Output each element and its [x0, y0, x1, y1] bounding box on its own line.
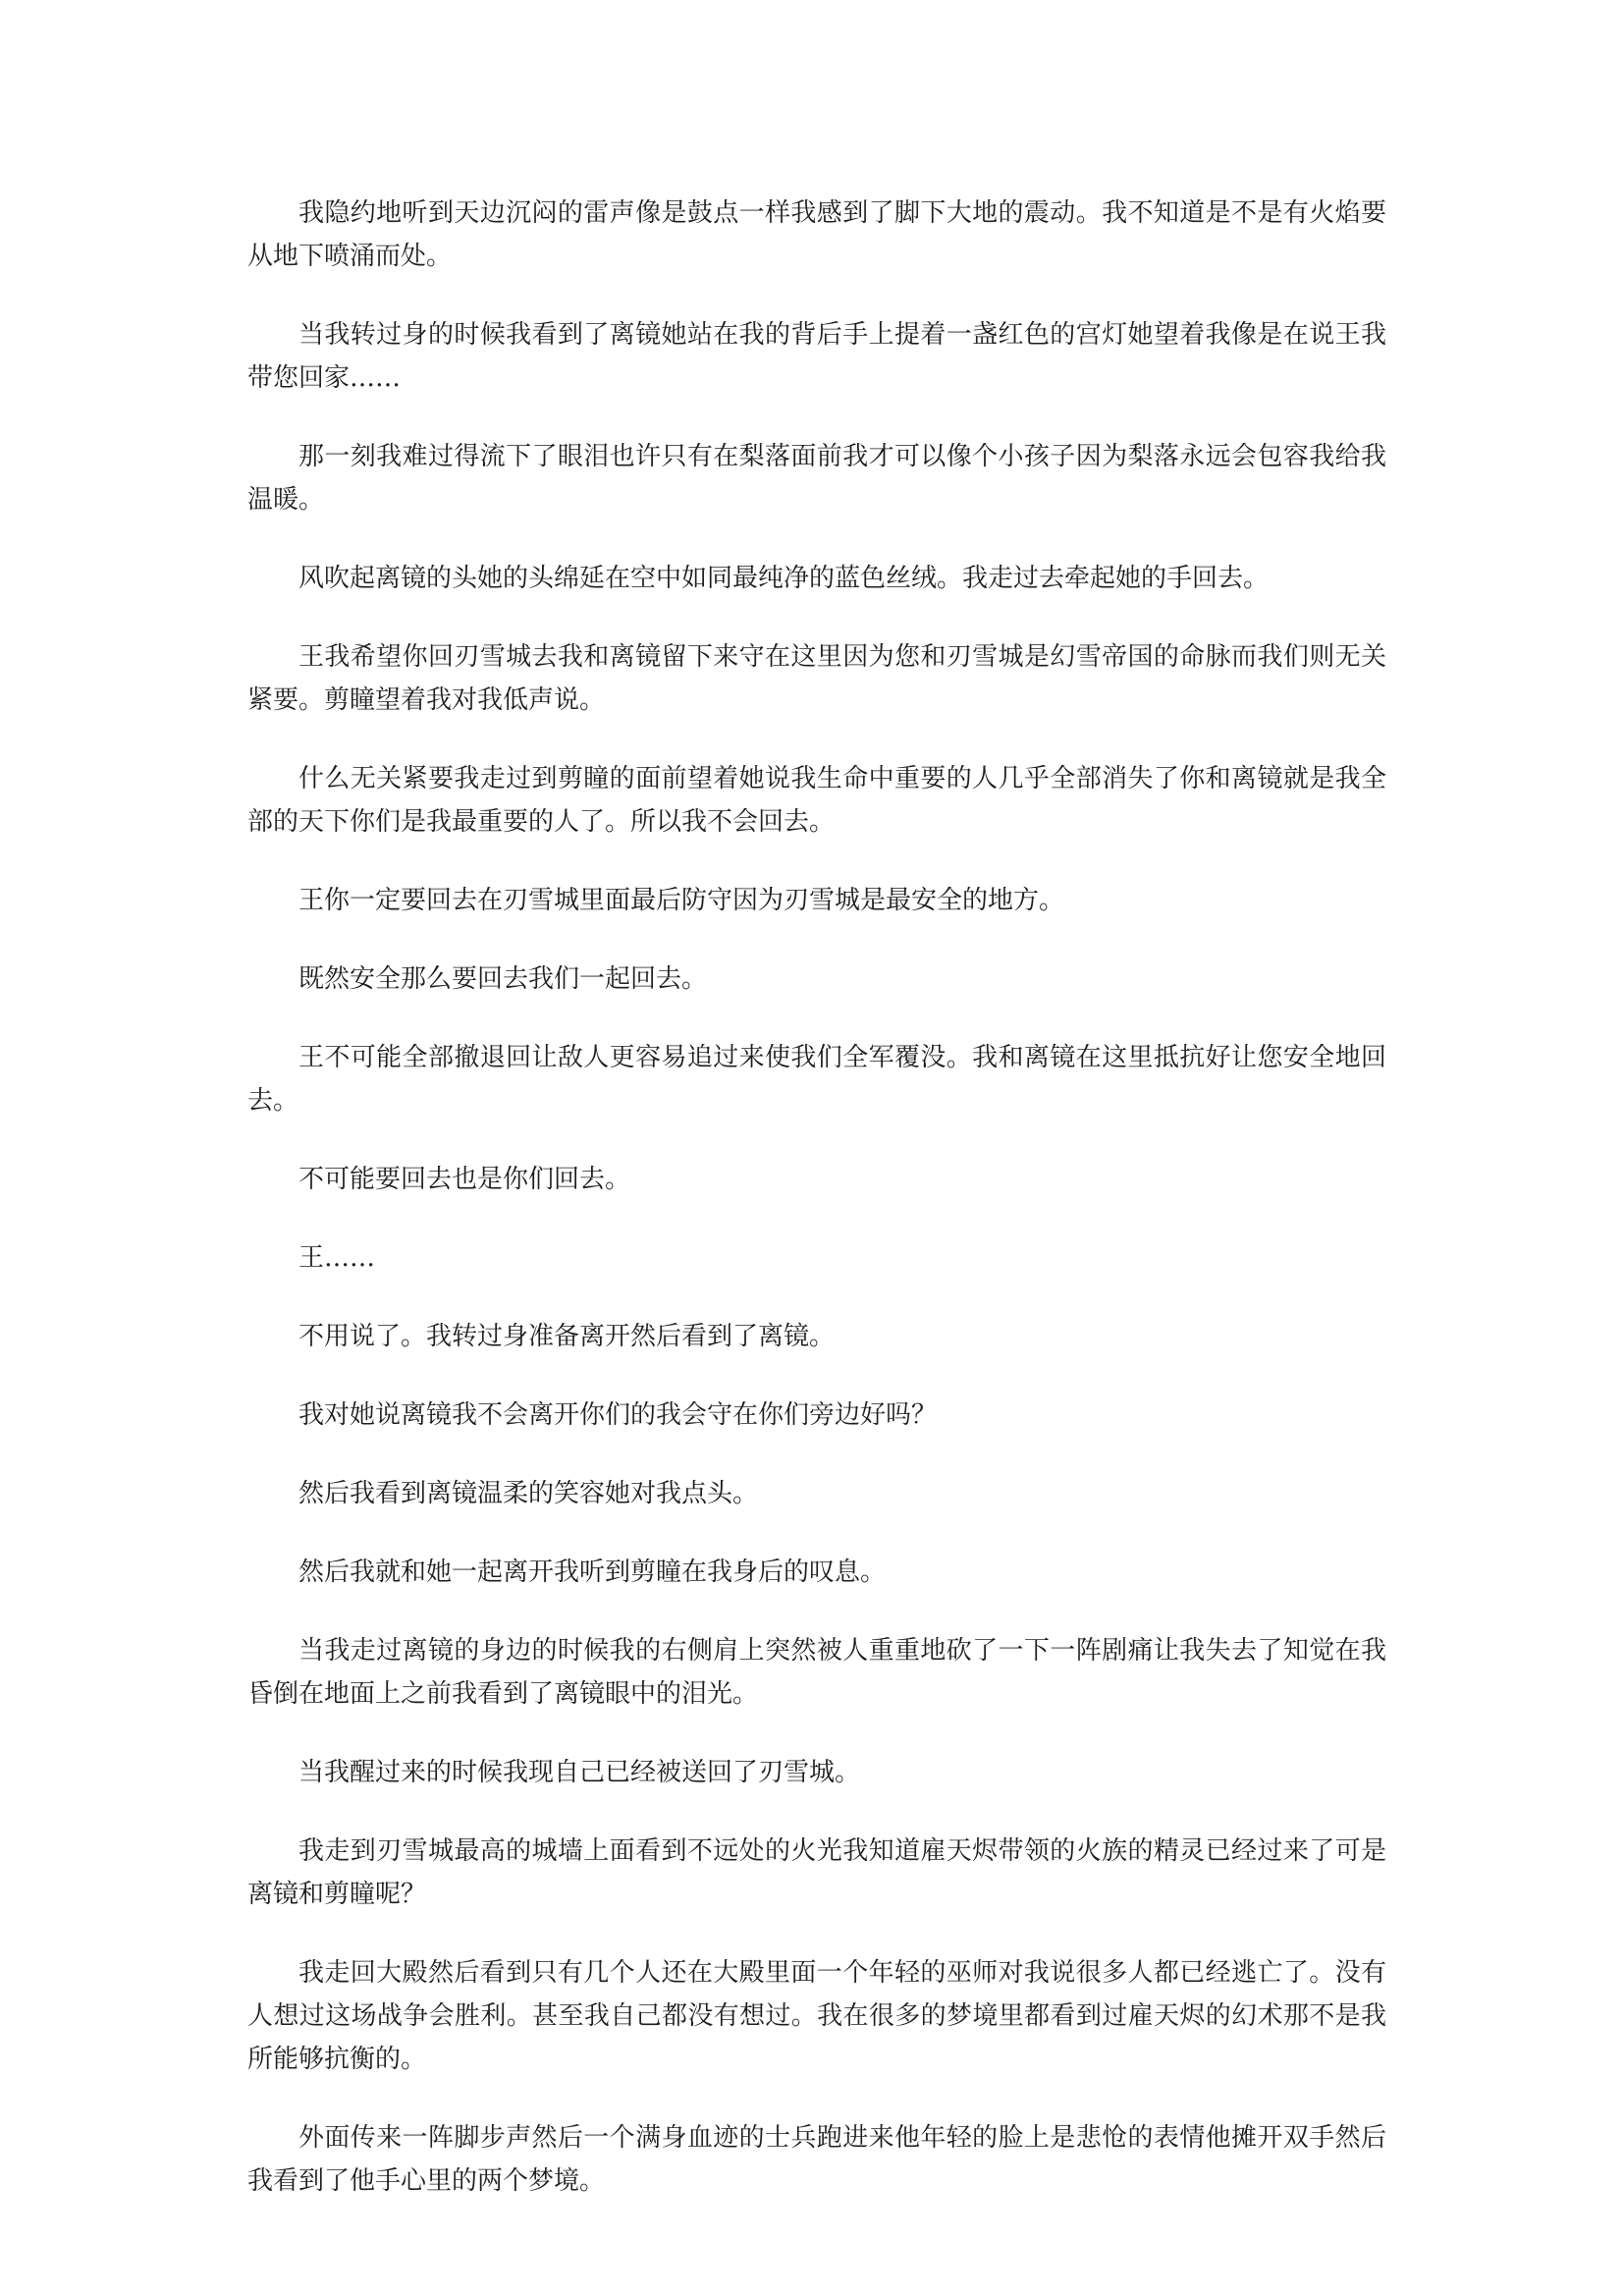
paragraph: 我走到刃雪城最高的城墙上面看到不远处的火光我知道雇天烬带领的火族的精灵已经过来了可是离镜和剪瞳呢？ — [247, 1836, 1386, 1909]
paragraph: 我对她说离镜我不会离开你们的我会守在你们旁边好吗？ — [298, 1400, 938, 1430]
paragraph: 王不可能全部撤退回让敌人更容易追过来使我们全军覆没。我和离镜在这里抵抗好让您安全地回去。 — [247, 1043, 1386, 1116]
paragraph: 什么无关紧要我走过到剪瞳的面前望着她说我生命中重要的人几乎全部消失了你和离镜就是我全部的天下你们是我最重要的人了。所以我不会回去。 — [247, 764, 1386, 837]
paragraph: 既然安全那么要回去我们一起回去。 — [298, 964, 708, 994]
paragraph: 风吹起离镜的头她的头绵延在空中如同最纯净的蓝色丝绒。我走过去牵起她的手回去。 — [298, 564, 1270, 593]
paragraph: 我走回大殿然后看到只有几个人还在大殿里面一个年轻的巫师对我说很多人都已经逃亡了。没有人想过这场战争会胜利。甚至我自己都没有想过。我在很多的梦境里都看到过雇天烬的幻术那不是我所能够抗衡的。 — [247, 1958, 1386, 2074]
paragraph: 当我走过离镜的身边的时候我的右侧肩上突然被人重重地砍了一下一阵剧痛让我失去了知觉在我昏倒在地面上之前我看到了离镜眼中的泪光。 — [247, 1636, 1386, 1709]
paragraph: 王你一定要回去在刃雪城里面最后防守因为刃雪城是最安全的地方。 — [298, 886, 1065, 915]
paragraph: 不可能要回去也是你们回去。 — [298, 1165, 631, 1194]
paragraph: 我隐约地听到天边沉闷的雷声像是鼓点一样我感到了脚下大地的震动。我不知道是不是有火焰要从地下喷涌而处。 — [247, 198, 1386, 271]
paragraph: 然后我就和她一起离开我听到剪瞳在我身后的叹息。 — [298, 1558, 887, 1587]
paragraph: 王…… — [298, 1243, 376, 1273]
paragraph: 然后我看到离镜温柔的笑容她对我点头。 — [298, 1479, 759, 1508]
paragraph: 那一刻我难过得流下了眼泪也许只有在梨落面前我才可以像个小孩子因为梨落永远会包容我给我温暖。 — [247, 442, 1386, 515]
paragraph: 不用说了。我转过身准备离开然后看到了离镜。 — [298, 1322, 836, 1351]
paragraph: 当我醒过来的时候我现自己已经被送回了刃雪城。 — [298, 1758, 861, 1787]
paragraph: 王我希望你回刃雪城去我和离镜留下来守在这里因为您和刃雪城是幻雪帝国的命脉而我们则无关紧要。剪瞳望着我对我低声说。 — [247, 642, 1386, 715]
paragraph: 当我转过身的时候我看到了离镜她站在我的背后手上提着一盏红色的宫灯她望着我像是在说王我带您回家…… — [247, 320, 1386, 393]
paragraph: 外面传来一阵脚步声然后一个满身血迹的士兵跑进来他年轻的脸上是悲怆的表情他摊开双手然后我看到了他手心里的两个梦境。 — [247, 2123, 1386, 2196]
document-body — [247, 191, 1386, 2238]
